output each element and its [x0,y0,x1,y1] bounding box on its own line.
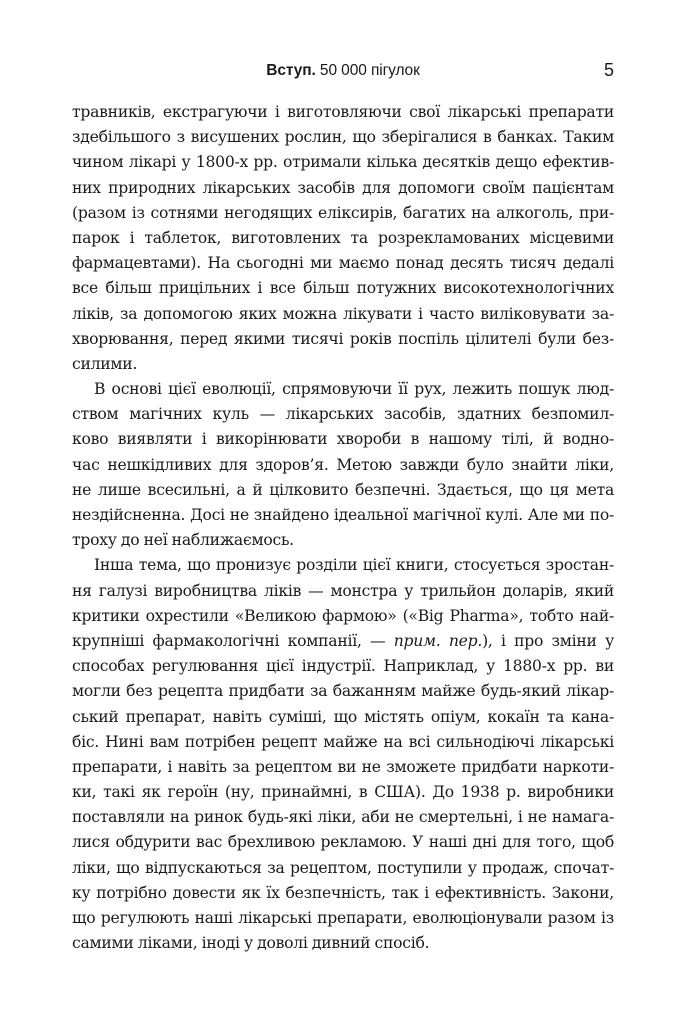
text-line: троху до неї наближаємось. [72,531,294,550]
text-line: нездійсненна. Досі не знайдено ідеальної магічної кулі. Але ми по- [72,506,614,524]
text-line: (разом із сотнями негодящих еліксирів, багатих на алкоголь, при- [72,203,614,222]
text-line: способах регулювання цієї індустрії. Наприклад, у 1880-х рр. ви [72,657,614,676]
text-line: фармацевтами). На сьогодні ми маємо понад десять тисяч дедалі [72,254,614,273]
text-line: час нешкідливих для здоров’я. Метою завжди було знайти ліки, [72,455,614,474]
paragraph-2 [72,377,614,553]
text-line: що регулюють наші лікарські препарати, еволюціонували разом із [72,909,614,927]
text-line: ліки, що відпускаються за рецептом, поступили у продаж, спочат- [72,858,614,877]
text-line: ліків, за допомогою яких можна лікувати і часто виліковувати за- [72,304,614,323]
running-head-title [72,60,614,82]
text-line: самими ліками, іноді у доволі дивний спосіб. [72,934,430,953]
text-line: могли без рецепта придбати за бажанням майже будь-який лікар- [72,682,614,701]
text-line: ки, такі як героїн (ну, принаймні, в США). До 1938 р. виробники [72,783,614,802]
text-line: них природних лікарських засобів для допомоги своїм пацієнтам [72,178,614,197]
text-line: травників, екстрагуючи і виготовляючи свої лікарські препарати [72,103,614,121]
text-line: ський препарат, навіть суміші, що містять опіум, кокаїн та кана- [72,707,614,726]
page-number: 5 [603,60,614,80]
text-line: критики охрестили «Великою фармою» («Big Pharma», тобто най- [72,606,614,625]
text-line: біс. Нині вам потрібен рецепт майже на всі сильнодіючі лікарські [72,732,614,751]
text-line: силими. [72,354,138,373]
paragraph-1 [72,100,614,377]
text-line: ково виявляти і викорінювати хвороби в нашому тілі, й водно- [72,430,614,449]
text-line: ня галузі виробництва ліків — монстра у трильйон доларів, який [72,581,614,600]
text-line: ку потрібно довести як їх безпечність, так і ефективність. Закони, [72,883,614,902]
body-text [72,100,614,956]
text-line: поставляли на ринок будь-які ліки, аби не смертельні, і не намага- [72,808,614,827]
chapter-title: 50 000 пігулок [315,62,420,79]
paragraph-3 [72,553,614,956]
text-line: лися обдурити вас брехливою рекламою. У наші дні для того, щоб [72,833,614,852]
text-line [72,629,614,654]
translator-note: прим. пер. [393,631,483,650]
chapter-label: Вступ. [266,62,316,79]
running-head [72,60,614,84]
text-line: здебільшого з висушених рослин, що зберігалися в банках. Таким [72,128,614,147]
text-line: ством магічних куль — лікарських засобів, здатних безпомил- [72,405,614,424]
text-line: Інша тема, що пронизує розділи цієї книги, стосується зростан- [94,556,614,575]
text-line: В основі цієї еволюції, спрямовуючи її рух, лежить пошук люд- [94,380,614,399]
text-line: чином лікарі у 1800-х рр. отримали кілька десятків дещо ефектив- [72,153,614,172]
text-line: хворювання, перед якими тисячі років поспіль цілителі були без- [72,329,614,348]
text-line: все більш прицільних і все більш потужних високотехнологічних [72,279,614,298]
text-line: парок і таблеток, виготовлених та розрекламованих місцевими [72,228,614,247]
text-line: препарати, і навіть за рецептом ви не зможете придбати наркоти- [72,757,614,776]
line-segment: крупніші фармакологічні компанії, — [72,631,394,650]
text-line: не лише всесильні, а й цілковито безпечні. Здається, що ця мета [72,480,614,499]
line-segment: ), і про зміни у [482,631,614,650]
